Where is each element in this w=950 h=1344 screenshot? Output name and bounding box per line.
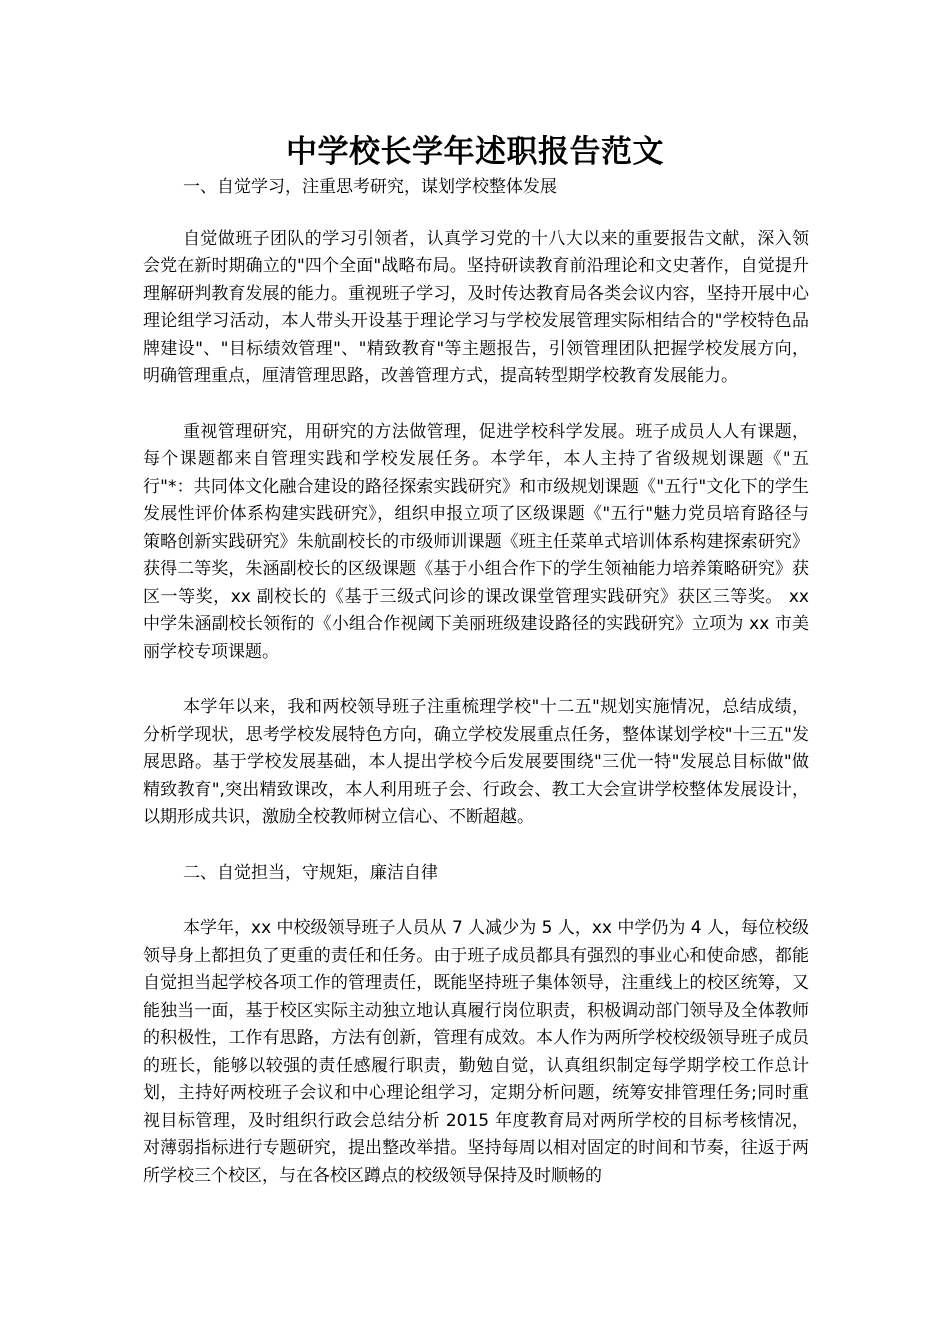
section-heading-1: 一、自觉学习，注重思考研究，谋划学校整体发展	[183, 177, 557, 197]
paragraph-3: 本学年以来，我和两校领导班子注重梳理学校"十二五"规划实施情况，总结成绩，分析学现状，思考学校发展特色方向，确立学校发展重点任务，整体谋划学校"十三五"发展思路。基于学校发展基础，本人提出学校今后发展要围绕"三优一特"发展总目标做"做精致教育",突出精致课改，本人利用班子会、行政会、教工大会宣讲学校整体发展设计，以期形成共识，激励全校教师树立信心、不断超越。	[143, 697, 809, 827]
paragraph-4: 本学年，xx 中校级领导班子人员从 7 人减少为 5 人，xx 中学仍为 4 人，每位校级领导身上都担负了更重的责任和任务。由于班子成员都具有强烈的事业心和使命感，都能自觉担当起学校各项工作的管理责任，既能坚持班子集体领导，注重线上的校区统筹，又能独当一面，基于校区实际主动独立地认真履行岗位职责，积极调动部门领导及全体教师的积极性，工作有思路，方法有创新，管理有成效。本人作为两所学校校级领导班子成员的班长，能够以较强的责任感履行职责，勤勉自觉，认真组织制定每学期学校工作总计划，主持好两校班子会议和中心理论组学习，定期分析问题，统筹安排管理任务;同时重视目标管理，及时组织行政会总结分析 2015 年度教育局对两所学校的目标考核情况，对薄弱指标进行专题研究，提出整改举措。坚持每周以相对固定的时间和节奏，往返于两所学校三个校区，与在各校区蹲点的校级领导保持及时顺畅的	[143, 918, 809, 1186]
spacer	[143, 832, 809, 860]
spacer	[143, 666, 809, 694]
paragraph-2: 重视管理研究，用研究的方法做管理，促进学校科学发展。班子成员人人有课题，每个课题都来自管理实践和学校发展任务。本学年，本人主持了省级规划课题《"五行"*：共同体文化融合建设的路径探索实践研究》和市级规划课题《"五行"文化下的学生发展性评价体系构建实践研究》，组织申报立项了区级课题《"五行"魅力党员培育路径与策略创新实践研究》朱航副校长的市级师训课题《班主任菜单式培训体系构建探索研究》获得二等奖，朱涵副校长的区级课题《基于小组合作下的学生领袖能力培养策略研究》获区一等奖，xx 副校长的《基于三级式问诊的课改课堂管理实践研究》获区三等奖。 xx 中学朱涵副校长领衔的《小组合作视阈下美丽班级建设路径的实践研究》立项为 xx 市美丽学校专项课题。	[143, 421, 809, 662]
spacer	[143, 887, 809, 915]
paragraph-1: 自觉做班子团队的学习引领者，认真学习党的十八大以来的重要报告文献，深入领会党在新时期确立的"四个全面"战略布局。坚持研读教育前沿理论和文史著作，自觉提升理解研判教育发展的能力。重视班子学习，及时传达教育局各类会议内容，坚持开展中心理论组学习活动，本人带头开设基于理论学习与学校发展管理实际相结合的"学校特色品牌建设"、"目标绩效管理"、"精致教育"等主题报告，引领管理团队把握学校发展方向，明确管理重点，厘清管理思路，改善管理方式，提高转型期学校教育发展能力。	[143, 228, 809, 386]
section-heading-2: 二、自觉担当，守规矩，廉洁自律	[183, 862, 438, 883]
document-body	[143, 174, 809, 1190]
spacer	[143, 391, 809, 419]
document-title: 中学校长学年述职报告范文	[286, 134, 664, 170]
spacer	[143, 202, 809, 226]
